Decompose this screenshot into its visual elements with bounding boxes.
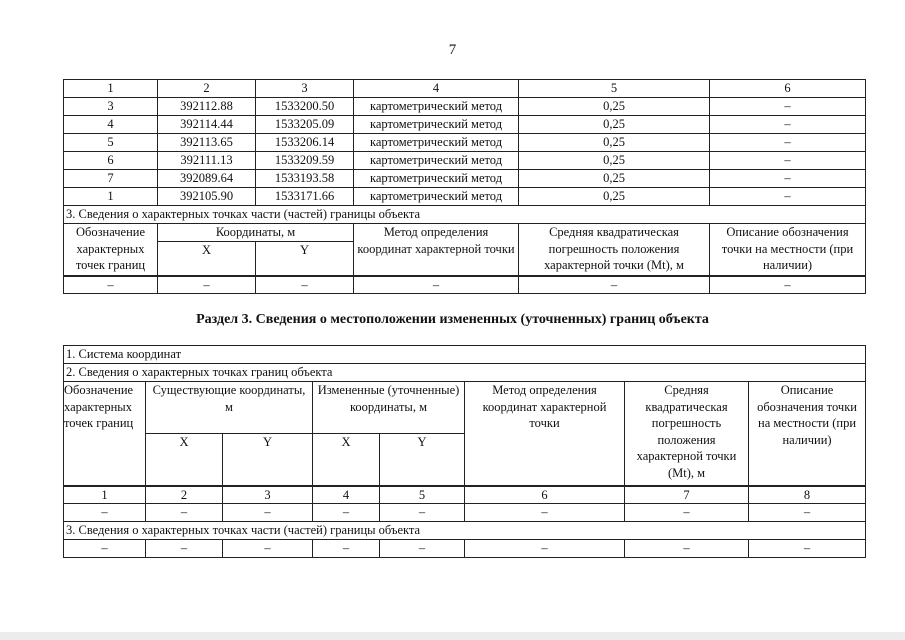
table-row — [64, 540, 866, 558]
error-header: Средняя квадратическая погрешность положения характерной точки (Mt), м — [625, 382, 749, 486]
table-row — [64, 504, 866, 522]
y-header: Y — [256, 242, 354, 276]
column-number: 2 — [146, 486, 223, 504]
coord-y: 1533193.58 — [256, 170, 354, 188]
column-number: 4 — [313, 486, 380, 504]
empty-cell: – — [380, 540, 465, 558]
empty-cell: – — [749, 504, 866, 522]
method-header: Метод определения координат характерной точки — [354, 224, 519, 276]
section-row — [64, 206, 866, 224]
x-header: X — [158, 242, 256, 276]
changed-boundaries-table — [63, 345, 866, 558]
table-row — [64, 134, 866, 152]
sub-header-row — [64, 224, 866, 242]
point-id: 3 — [64, 98, 158, 116]
empty-cell: – — [519, 276, 710, 294]
method: картометрический метод — [354, 170, 519, 188]
empty-cell: – — [64, 540, 146, 558]
empty-cell: – — [158, 276, 256, 294]
error: 0,25 — [519, 188, 710, 206]
column-number: 8 — [749, 486, 866, 504]
points-title: 2. Сведения о характерных точках границ объекта — [64, 364, 866, 382]
scan-edge — [0, 632, 905, 640]
designation-header: Обозначение характерных точек границ — [64, 224, 158, 276]
section-heading: Раздел 3. Сведения о местоположении измененных (уточненных) границ объекта — [196, 312, 709, 327]
table-row — [64, 98, 866, 116]
description: – — [710, 152, 866, 170]
top-coordinates-table — [63, 79, 866, 294]
column-number: 3 — [256, 80, 354, 98]
table-row — [64, 116, 866, 134]
coord-x: 392105.90 — [158, 188, 256, 206]
table-row — [64, 276, 866, 294]
description: – — [710, 116, 866, 134]
point-id: 4 — [64, 116, 158, 134]
section3-title: 3. Сведения о характерных точках части (частей) границы объекта — [64, 206, 866, 224]
description: – — [710, 188, 866, 206]
changed-coords-header: Измененные (уточненные) координаты, м — [313, 382, 465, 434]
empty-cell: – — [625, 540, 749, 558]
coord-y: 1533206.14 — [256, 134, 354, 152]
empty-cell: – — [749, 540, 866, 558]
column-number: 6 — [710, 80, 866, 98]
error: 0,25 — [519, 116, 710, 134]
coord-y: 1533205.09 — [256, 116, 354, 134]
existing-coords-header: Существующие координаты, м — [146, 382, 313, 434]
method: картометрический метод — [354, 116, 519, 134]
coord-x: 392113.65 — [158, 134, 256, 152]
description-header: Описание обозначения точки на местности (при наличии) — [749, 382, 866, 486]
table-row — [64, 152, 866, 170]
coord-x: 392111.13 — [158, 152, 256, 170]
empty-cell: – — [223, 504, 313, 522]
column-number: 3 — [223, 486, 313, 504]
error-header: Средняя квадратическая погрешность положения характерной точки (Mt), м — [519, 224, 710, 276]
method: картометрический метод — [354, 98, 519, 116]
empty-cell: – — [146, 540, 223, 558]
parts-title: 3. Сведения о характерных точках части (частей) границы объекта — [64, 522, 866, 540]
x-changed-header: X — [313, 434, 380, 486]
empty-cell: – — [223, 540, 313, 558]
header-row — [64, 382, 866, 434]
method: картометрический метод — [354, 188, 519, 206]
y-existing-header: Y — [223, 434, 313, 486]
column-number: 1 — [64, 486, 146, 504]
empty-cell: – — [313, 504, 380, 522]
column-number: 6 — [465, 486, 625, 504]
point-id: 5 — [64, 134, 158, 152]
error: 0,25 — [519, 134, 710, 152]
error: 0,25 — [519, 152, 710, 170]
point-id: 7 — [64, 170, 158, 188]
method: картометрический метод — [354, 134, 519, 152]
column-number: 1 — [64, 80, 158, 98]
empty-cell: – — [354, 276, 519, 294]
error: 0,25 — [519, 98, 710, 116]
column-number: 2 — [158, 80, 256, 98]
coordinates-header: Координаты, м — [158, 224, 354, 242]
description: – — [710, 98, 866, 116]
coord-x: 392112.88 — [158, 98, 256, 116]
empty-cell: – — [64, 504, 146, 522]
table-row — [64, 170, 866, 188]
empty-cell: – — [465, 504, 625, 522]
designation-header: Обозначение характерных точек границ — [64, 382, 146, 486]
empty-cell: – — [313, 540, 380, 558]
column-number: 5 — [380, 486, 465, 504]
coord-system-row — [64, 346, 866, 364]
parts-title-row — [64, 522, 866, 540]
coord-y: 1533200.50 — [256, 98, 354, 116]
column-number: 5 — [519, 80, 710, 98]
x-existing-header: X — [146, 434, 223, 486]
empty-cell: – — [380, 504, 465, 522]
empty-cell: – — [256, 276, 354, 294]
description: – — [710, 134, 866, 152]
description: – — [710, 170, 866, 188]
empty-cell: – — [146, 504, 223, 522]
point-id: 6 — [64, 152, 158, 170]
description-header: Описание обозначения точки на местности (при наличии) — [710, 224, 866, 276]
page-number: 7 — [448, 42, 457, 58]
method-header: Метод определения координат характерной точки — [465, 382, 625, 486]
method: картометрический метод — [354, 152, 519, 170]
table-row — [64, 188, 866, 206]
empty-cell: – — [465, 540, 625, 558]
table-header-numbers — [64, 486, 866, 504]
empty-cell: – — [64, 276, 158, 294]
coord-system-title: 1. Система координат — [64, 346, 866, 364]
points-title-row — [64, 364, 866, 382]
point-id: 1 — [64, 188, 158, 206]
empty-cell: – — [710, 276, 866, 294]
coord-y: 1533171.66 — [256, 188, 354, 206]
y-changed-header: Y — [380, 434, 465, 486]
table-header-numbers — [64, 80, 866, 98]
column-number: 4 — [354, 80, 519, 98]
coord-y: 1533209.59 — [256, 152, 354, 170]
column-number: 7 — [625, 486, 749, 504]
coord-x: 392114.44 — [158, 116, 256, 134]
empty-cell: – — [625, 504, 749, 522]
error: 0,25 — [519, 170, 710, 188]
coord-x: 392089.64 — [158, 170, 256, 188]
